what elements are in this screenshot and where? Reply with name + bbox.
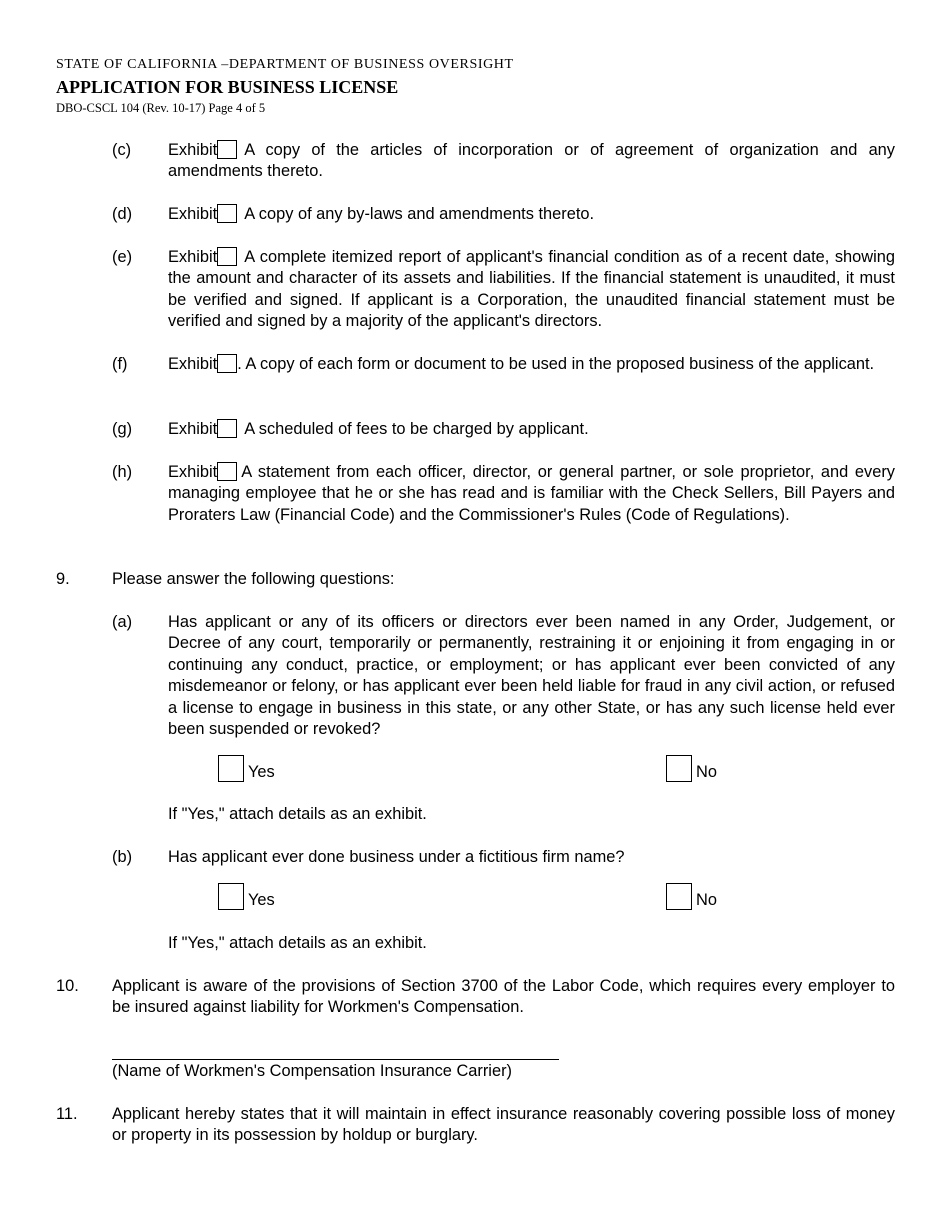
exhibit-item-f xyxy=(168,354,895,375)
q9b-attach-note: If "Yes," attach details as an exhibit. xyxy=(168,934,427,952)
question-9a-label: (a) xyxy=(112,613,133,631)
question-9b-label: (b) xyxy=(112,848,133,866)
exhibit-word: Exhibit xyxy=(168,141,218,159)
exhibit-text-f: . A copy of each form or document to be used in the proposed business of the applicant. xyxy=(237,355,875,373)
form-title: APPLICATION FOR BUSINESS LICENSE xyxy=(56,77,399,97)
exhibit-word: Exhibit xyxy=(168,420,218,438)
insurance-carrier-line[interactable] xyxy=(112,1059,559,1060)
question-9-text: Please answer the following questions: xyxy=(112,570,395,588)
exhibit-item-e xyxy=(168,247,895,333)
form-reference: DBO-CSCL 104 (Rev. 10-17) Page 4 of 5 xyxy=(56,101,266,115)
exhibit-item-h xyxy=(168,462,895,526)
q9a-yes-label: Yes xyxy=(248,763,275,781)
q9a-no-label: No xyxy=(696,763,717,781)
exhibit-word: Exhibit xyxy=(168,205,218,223)
exhibit-text-h: A statement from each officer, director, or general partner, or sole proprietor, and every managing employee that he or she has read and is familiar with the Check Sellers, Bill Payers and Proraters Law (Financial Code) and the Commissioner's Rules (Code of Regulations). xyxy=(168,463,895,524)
exhibit-word: Exhibit xyxy=(168,248,218,266)
q9a-no-checkbox[interactable] xyxy=(666,755,692,782)
q9b-yes-label: Yes xyxy=(248,891,275,909)
question-10-text: Applicant is aware of the provisions of Section 3700 of the Labor Code, which requires every employer to be insured against liability for Workmen's Compensation. xyxy=(112,977,895,1017)
exhibit-item-c xyxy=(168,140,895,183)
question-number-11: 11. xyxy=(56,1105,78,1123)
exhibit-word: Exhibit xyxy=(168,355,218,373)
question-9a-text: Has applicant or any of its officers or directors ever been named in any Order, Judgement, or Decree of any court, temporarily or permanently, restraining it or enjoining it from engaging in or continuing any conduct, practice, or employment; or has applicant ever been convicted of any misdemeanor or felony, or has applicant ever been held liable for fraud in any civil action, or refused a license to engage in business in this state, or any other State, or has any such license held ever been suspended or revoked? xyxy=(168,613,895,739)
exhibit-number-box-c[interactable] xyxy=(217,140,237,159)
item-label-d: (d) xyxy=(112,205,133,223)
question-11-text: Applicant hereby states that it will maintain in effect insurance reasonably covering possible loss of money or property in its possession by holdup or burglary. xyxy=(112,1105,895,1145)
q9a-yes-checkbox[interactable] xyxy=(218,755,244,782)
exhibit-number-box-g[interactable] xyxy=(217,419,237,438)
item-label-h: (h) xyxy=(112,463,133,481)
insurance-carrier-caption: (Name of Workmen's Compensation Insurance Carrier) xyxy=(112,1062,512,1080)
question-9b-text: Has applicant ever done business under a fictitious firm name? xyxy=(168,848,625,866)
exhibit-number-box-f[interactable] xyxy=(217,354,237,373)
exhibit-text-d: A copy of any by-laws and amendments thereto. xyxy=(244,205,595,223)
exhibit-number-box-e[interactable] xyxy=(217,247,237,266)
q9b-no-label: No xyxy=(696,891,717,909)
q9a-attach-note: If "Yes," attach details as an exhibit. xyxy=(168,805,427,823)
exhibit-text-g: A scheduled of fees to be charged by applicant. xyxy=(244,420,589,438)
exhibit-item-g xyxy=(168,419,895,440)
exhibit-item-d xyxy=(168,204,895,225)
exhibit-text-c: A copy of the articles of incorporation or of agreement of organization and any amendments thereto. xyxy=(168,141,895,181)
item-label-g: (g) xyxy=(112,420,133,438)
exhibit-text-e: A complete itemized report of applicant's financial condition as of a recent date, showing the amount and character of its assets and liabilities. If the financial statement is unaudited, it must be verified and signed. If applicant is a Corporation, the unaudited financial statement must be verified and signed by a majority of the applicant's directors. xyxy=(168,248,895,331)
agency-heading: STATE OF CALIFORNIA –DEPARTMENT OF BUSINESS OVERSIGHT xyxy=(56,57,514,72)
item-label-e: (e) xyxy=(112,248,133,266)
exhibit-number-box-h[interactable] xyxy=(217,462,237,481)
item-label-f: (f) xyxy=(112,355,128,373)
exhibit-word: Exhibit xyxy=(168,463,218,481)
item-label-c: (c) xyxy=(112,141,132,159)
question-number-9: 9. xyxy=(56,570,70,588)
q9b-no-checkbox[interactable] xyxy=(666,883,692,910)
question-number-10: 10. xyxy=(56,977,79,995)
exhibit-number-box-d[interactable] xyxy=(217,204,237,223)
q9b-yes-checkbox[interactable] xyxy=(218,883,244,910)
